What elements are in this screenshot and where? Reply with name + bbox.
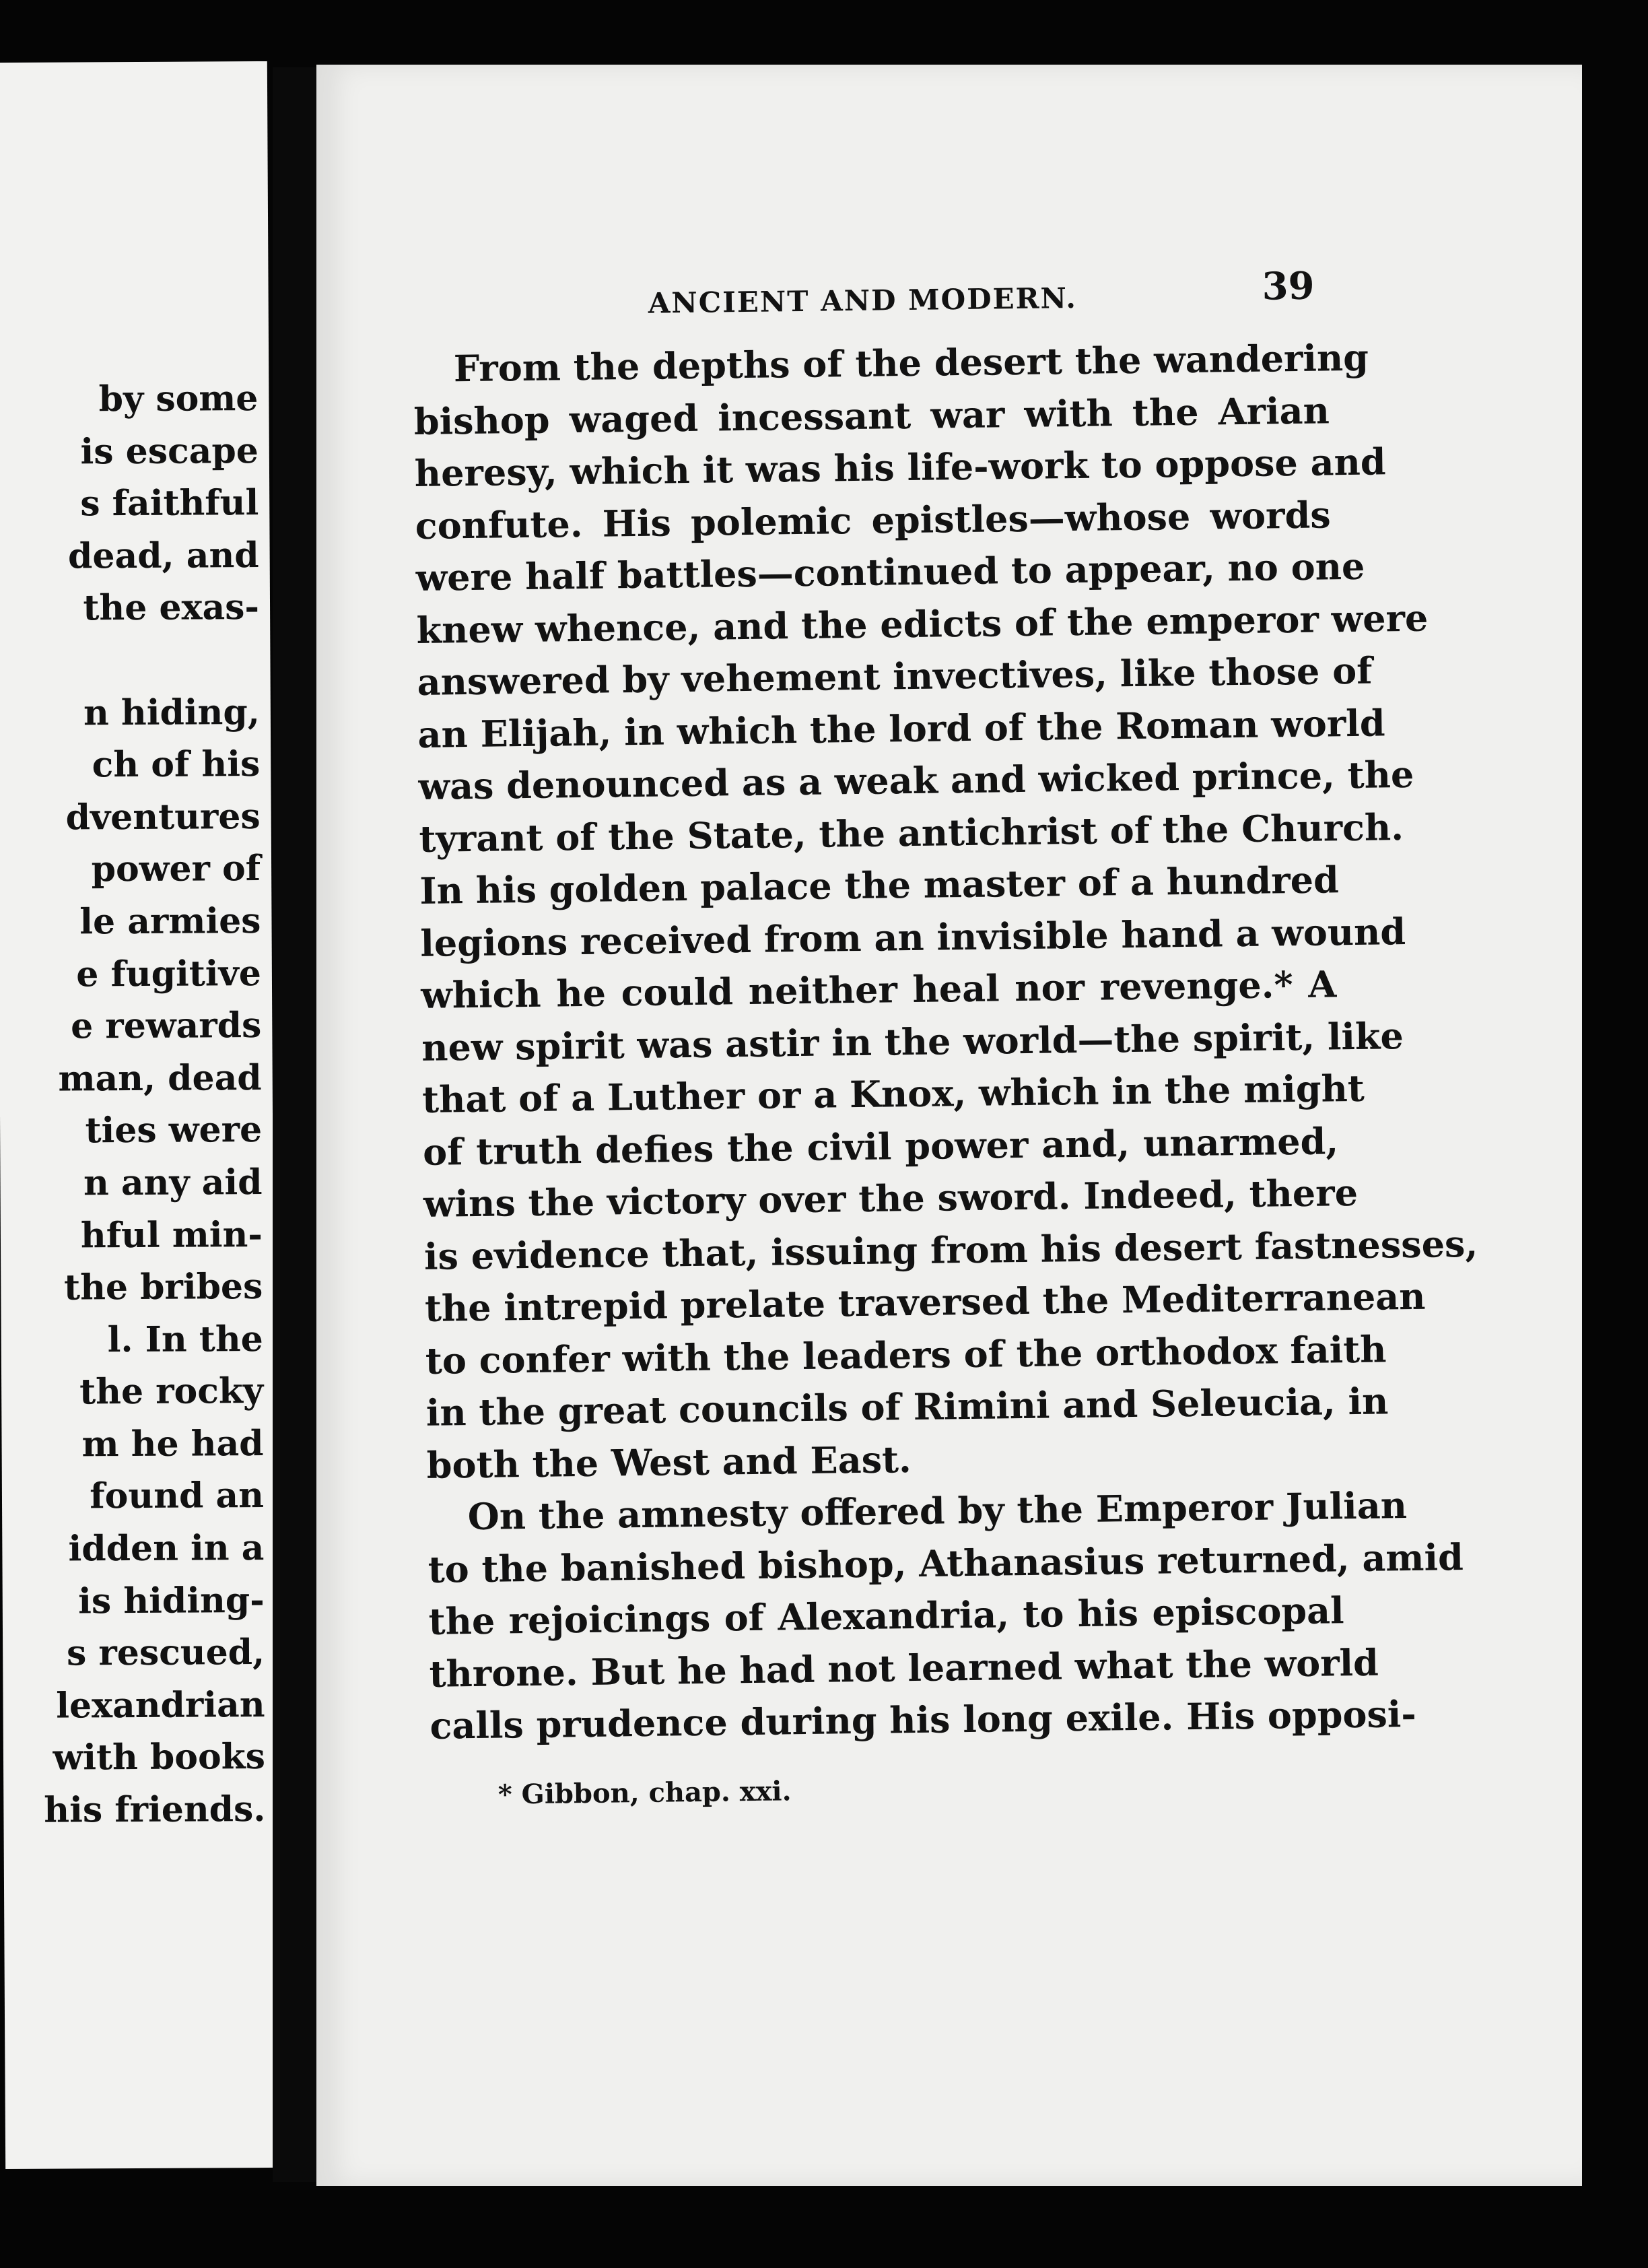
text-line: an Elijah, in which the lord of the Roman world xyxy=(417,700,1385,756)
left-page-line: l. In the xyxy=(107,1318,263,1360)
running-head xyxy=(412,251,1328,343)
text-line: In his golden palace the master of a hundred xyxy=(419,858,1340,912)
text-line: throne. But he had not learned what the world xyxy=(429,1640,1379,1696)
left-page-line: m he had xyxy=(81,1422,264,1465)
text-line: of truth defies the civil power and, unarmed, xyxy=(422,1119,1339,1174)
left-page-line: n hiding, xyxy=(83,691,261,733)
left-page-line: e rewards xyxy=(70,1005,262,1047)
left-page-line: the rocky xyxy=(79,1370,264,1413)
text-line: were half battles—continued to appear, no one xyxy=(415,544,1365,599)
text-line: new spirit was astir in the world—the spirit, like xyxy=(421,1013,1404,1069)
text-line: to the banished bishop, Athanasius returned, amid xyxy=(427,1535,1464,1591)
left-page-line: idden in a xyxy=(68,1527,265,1570)
left-page-line: s rescued, xyxy=(66,1632,265,1674)
text-line: bishop waged incessant war with the Arian xyxy=(413,388,1330,443)
body-text xyxy=(413,332,1478,1752)
text-line: knew whence, and the edicts of the emperor were xyxy=(416,596,1429,652)
text-line: is evidence that, issuing from his desert fastnesses, xyxy=(423,1222,1478,1278)
left-page-line xyxy=(0,634,260,688)
footnote: * Gibbon, chap. xxi. xyxy=(497,1774,792,1811)
text-line: to confer with the leaders of the orthodox faith xyxy=(425,1327,1387,1382)
text-line: that of a Luther or a Knox, which in the might xyxy=(421,1066,1365,1121)
text-line: wins the victory over the sword. Indeed, there xyxy=(423,1170,1359,1226)
text-line: legions received from an invisible hand a wound xyxy=(419,909,1406,965)
left-page-line: the exas- xyxy=(83,587,260,629)
running-head-title: ANCIENT AND MODERN. xyxy=(648,281,1078,320)
left-page-line: le armies xyxy=(79,900,261,943)
text-line: heresy, which it was his life-work to oppose and xyxy=(414,440,1386,495)
left-page-line: dventures xyxy=(65,795,261,838)
text-line: the rejoicings of Alexandria, to his episcopal xyxy=(428,1589,1344,1643)
text-line: answered by vehement invectives, like those of xyxy=(417,648,1373,704)
left-page-text xyxy=(0,372,266,1837)
left-page-line: ch of his xyxy=(92,743,261,786)
left-page-line: the bribes xyxy=(63,1266,263,1308)
left-page-line: ties were xyxy=(85,1109,263,1152)
left-page-line: with books xyxy=(53,1736,266,1779)
text-line: confute. His polemic epistles—whose words xyxy=(415,492,1332,547)
text-line: both the West and East. xyxy=(426,1437,912,1487)
left-page-line: hful min- xyxy=(80,1213,263,1256)
text-line: On the amnesty offered by the Emperor Julian xyxy=(467,1483,1408,1539)
text-line: was denounced as a weak and wicked prince, the xyxy=(418,752,1414,808)
text-line: calls prudence during his long exile. His opposi- xyxy=(430,1692,1417,1747)
left-page-line: dead, and xyxy=(67,534,259,577)
text-line: tyrant of the State, the antichrist of the Church. xyxy=(419,805,1404,861)
paragraph xyxy=(427,1480,1464,1752)
text-line: which he could neither heal nor revenge.* A xyxy=(420,962,1337,1017)
left-page-line: n any aid xyxy=(83,1161,263,1204)
text-line: the intrepid prelate traversed the Mediterranean xyxy=(424,1274,1426,1330)
left-page-line: lexandrian xyxy=(56,1683,265,1727)
left-page-line: is hiding- xyxy=(78,1579,265,1622)
left-page-line: man, dead xyxy=(58,1057,262,1100)
page-number: 39 xyxy=(1262,263,1315,309)
left-page-line: power of xyxy=(91,848,261,890)
text-line: in the great councils of Rimini and Seleucia, in xyxy=(425,1379,1389,1434)
paragraph xyxy=(413,332,1478,1491)
left-page-line: e fugitive xyxy=(76,952,262,995)
left-page xyxy=(0,61,278,2169)
left-page-line: by some xyxy=(98,378,259,420)
text-line: From the depths of the desert the wandering xyxy=(453,335,1369,391)
left-page-line: s faithful xyxy=(80,482,259,525)
left-page-line: is escape xyxy=(80,430,259,473)
left-page-line: his friends. xyxy=(44,1789,266,1831)
right-page-text-block xyxy=(412,251,1478,1811)
left-page-line: found an xyxy=(90,1475,265,1517)
